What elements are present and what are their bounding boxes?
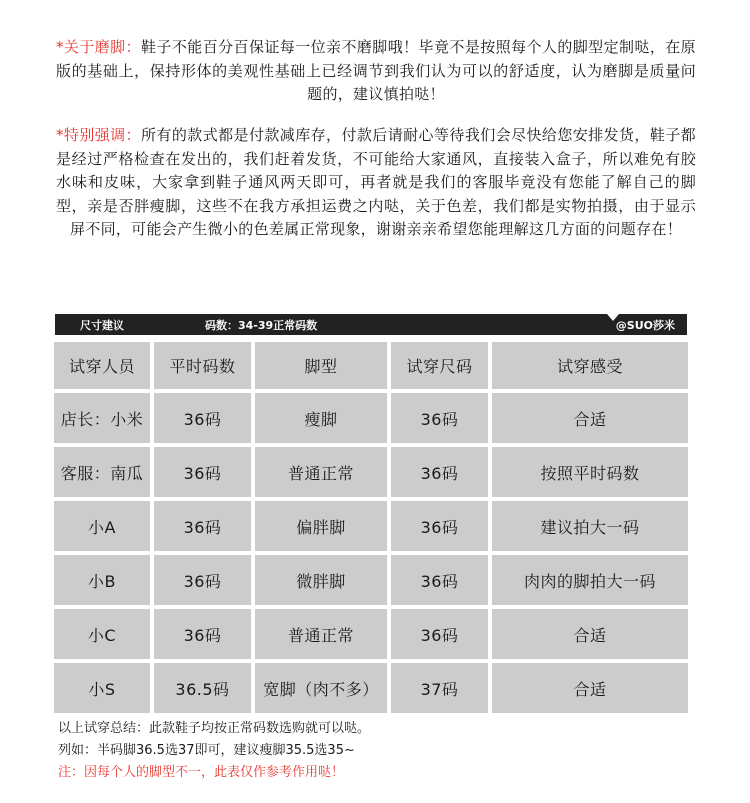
cell-tried-size: 36码 bbox=[391, 555, 488, 605]
cell-foot-type: 微胖脚 bbox=[255, 555, 387, 605]
cell-foot-type: 偏胖脚 bbox=[255, 501, 387, 551]
cell-tried-size: 36码 bbox=[391, 447, 488, 497]
cell-foot-type: 宽脚（肉不多） bbox=[255, 663, 387, 713]
special-notice-text: 所有的款式都是付款减库存，付款后请耐心等待我们会尽快给您安排发货，鞋子都是经过严格检查在发出的，我们赶着发货，不可能给大家通风，直接装入盒子，所以难免有胶水味和皮味，大家拿到鞋子通风两天即可，再者就是我们的客服毕竟没有您能了解自己的脚型，亲是否胖瘦脚，这些不在我方承担运费之内哒，关于色差，我们都是实物拍摄，由于显示屏不同，可能会产生微小的色差属正常现象，谢谢亲亲希望您能理解这几方面的问题存在！ bbox=[56, 126, 696, 238]
header-usual-size: 平时码数 bbox=[154, 342, 251, 389]
size-summary-notes bbox=[58, 718, 370, 784]
cell-tried-size: 36码 bbox=[391, 393, 488, 443]
cell-usual-size: 36码 bbox=[154, 501, 251, 551]
cell-feeling: 建议拍大一码 bbox=[492, 501, 688, 551]
cell-usual-size: 36码 bbox=[154, 555, 251, 605]
header-foot-type: 脚型 bbox=[255, 342, 387, 389]
cell-feeling: 合适 bbox=[492, 393, 688, 443]
cell-tried-size: 37码 bbox=[391, 663, 488, 713]
cell-tester: 小C bbox=[54, 609, 150, 659]
cell-feeling: 合适 bbox=[492, 663, 688, 713]
table-row bbox=[54, 555, 688, 605]
header-tester: 试穿人员 bbox=[54, 342, 150, 389]
wear-notice-paragraph bbox=[56, 36, 696, 107]
size-trial-table bbox=[50, 338, 692, 717]
cell-tried-size: 36码 bbox=[391, 609, 488, 659]
wear-notice-lead: *关于磨脚： bbox=[56, 38, 142, 56]
cell-feeling: 按照平时码数 bbox=[492, 447, 688, 497]
special-notice-lead: *特别强调： bbox=[56, 126, 142, 144]
cell-foot-type: 普通正常 bbox=[255, 609, 387, 659]
cell-tester: 店长：小米 bbox=[54, 393, 150, 443]
cell-tester: 客服：南瓜 bbox=[54, 447, 150, 497]
cell-usual-size: 36.5码 bbox=[154, 663, 251, 713]
cell-usual-size: 36码 bbox=[154, 609, 251, 659]
cell-tried-size: 36码 bbox=[391, 501, 488, 551]
cell-tester: 小A bbox=[54, 501, 150, 551]
special-notice-paragraph bbox=[56, 124, 696, 242]
size-range-label: 码数：34-39正常码数 bbox=[205, 319, 318, 332]
cell-foot-type: 普通正常 bbox=[255, 447, 387, 497]
table-row bbox=[54, 609, 688, 659]
disclaimer-line: 注：因每个人的脚型不一，此表仅作参考作用哒！ bbox=[58, 765, 345, 780]
wear-notice-text: 鞋子不能百分百保证每一位亲不磨脚哦！毕竟不是按照每个人的脚型定制哒，在原版的基础上，保持形体的美观性基础上已经调节到我们认为可以的舒适度，认为磨脚是质量问题的，建议慎拍哒！ bbox=[56, 38, 696, 103]
header-feeling: 试穿感受 bbox=[492, 342, 688, 389]
cell-feeling: 合适 bbox=[492, 609, 688, 659]
header-tried-size: 试穿尺码 bbox=[391, 342, 488, 389]
table-row bbox=[54, 447, 688, 497]
size-advice-bar bbox=[55, 314, 687, 335]
table-row bbox=[54, 501, 688, 551]
cell-tester: 小S bbox=[54, 663, 150, 713]
table-header-row bbox=[54, 342, 688, 389]
size-advice-label: 尺寸建议 bbox=[80, 319, 124, 332]
cell-usual-size: 36码 bbox=[154, 447, 251, 497]
cell-feeling: 肉肉的脚拍大一码 bbox=[492, 555, 688, 605]
example-line: 列如：半码脚36.5选37即可，建议瘦脚35.5选35~ bbox=[58, 743, 355, 758]
table-row bbox=[54, 393, 688, 443]
table-row bbox=[54, 663, 688, 713]
summary-line: 以上试穿总结：此款鞋子均按正常码数选购就可以哒。 bbox=[58, 721, 371, 736]
brand-handle: @SUO莎米 bbox=[615, 319, 675, 332]
cell-usual-size: 36码 bbox=[154, 393, 251, 443]
cell-foot-type: 瘦脚 bbox=[255, 393, 387, 443]
cell-tester: 小B bbox=[54, 555, 150, 605]
